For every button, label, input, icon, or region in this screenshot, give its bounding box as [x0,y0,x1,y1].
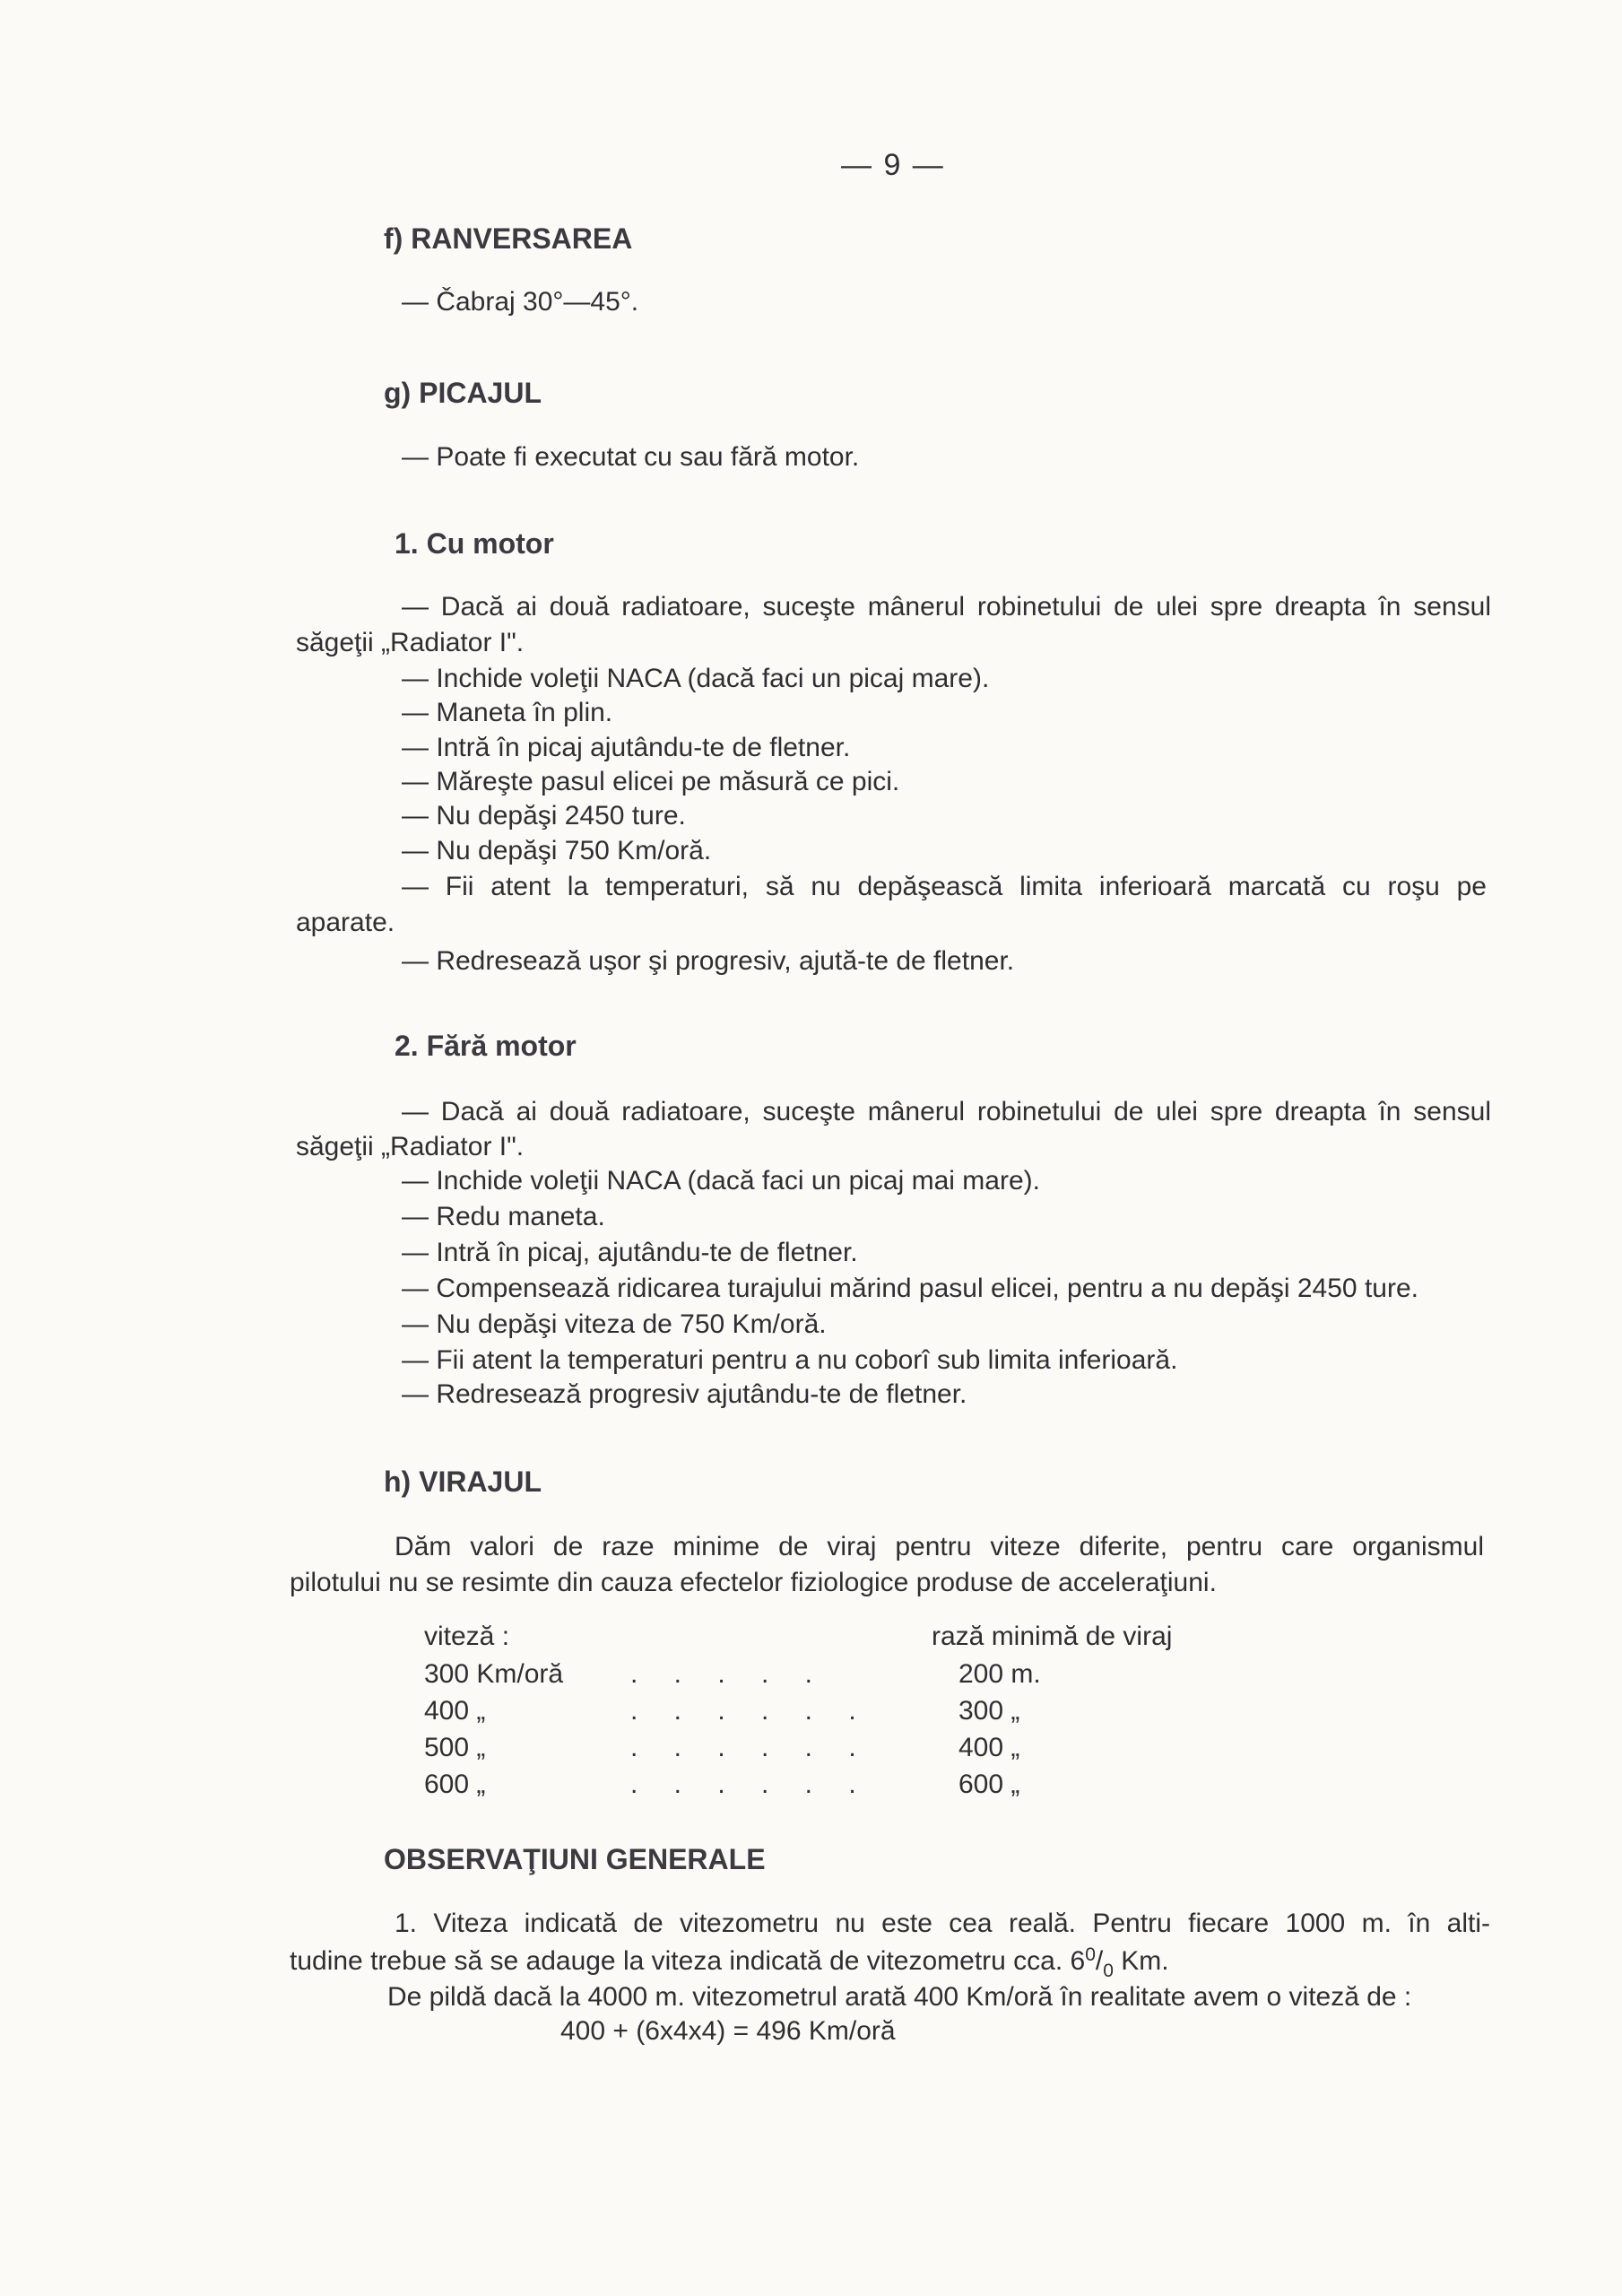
text-line: pilotului nu se resimte din cauza efectelor fiziologice produse de acceleraţiuni. [290,1568,1217,1597]
text-line: — Redu maneta. [402,1202,605,1231]
section-heading-observatiuni: OBSERVAŢIUNI GENERALE [384,1843,766,1875]
text-line: — Intră în picaj, ajutându-te de fletner. [402,1238,858,1267]
formula: 400 + (6x4x4) = 496 Km/oră [560,2016,896,2046]
text-line: De pildă dacă la 4000 m. vitezometrul arată 400 Km/oră în realitate avem o viteză de : [387,1982,1412,2012]
speed-cell: 400 „ [424,1696,486,1726]
text-line: — Redresează uşor şi progresiv, ajută-te de fletner. [402,946,1015,976]
text-line: — Fii atent la temperaturi pentru a nu coborî sub limita inferioară. [402,1345,1178,1375]
radius-cell: 600 „ [958,1770,1020,1799]
text-line: — Compensează ridicarea turajului mărind pasul elicei, pentru a nu depăşi 2450 ture. [402,1274,1418,1303]
text-line: — Poate fi executat cu sau fără motor. [402,442,860,472]
leader-dots: . . . . . . [630,1770,871,1799]
section-heading-ranversarea: f) RANVERSAREA [384,222,633,255]
table-header [424,1622,1204,1659]
text-line: — Nu depăşi 750 Km/oră. [402,836,712,865]
percent-sup: 0 [1085,1944,1096,1965]
text-line: aparate. [296,908,395,937]
leader-dots: . . . . . . [630,1696,871,1726]
turn-radius-table [424,1622,1204,1806]
speed-cell: 300 Km/oră [424,1659,564,1689]
table-row [424,1696,1204,1733]
section-heading-picajul: g) PICAJUL [384,377,542,409]
text-line: — Nu depăşi viteza de 750 Km/oră. [402,1309,827,1339]
text-line: săgeţii „Radiator I". [296,1132,525,1161]
leader-dots: . . . . . [630,1659,828,1689]
text-line: — Intră în picaj ajutându-te de fletner. [402,733,851,762]
leader-dots: . . . . . . [630,1733,871,1762]
table-row [424,1770,1204,1806]
text-line: — Inchide voleţii NACA (dacă faci un picaj mare). [402,664,990,693]
text-line: — Inchide voleţii NACA (dacă faci un picaj mai mare). [402,1166,1040,1196]
text: — Dacă ai două radiatoare, suceşte mânerul robinetului de ulei spre dreapta în sensul [402,1097,1491,1126]
speed-cell: 500 „ [424,1733,486,1762]
table-row [424,1659,1204,1696]
text-line-justified [402,1097,1491,1127]
text-line: — Nu depăşi 2450 ture. [402,801,686,831]
percent-sub: 0 [1103,1961,1114,1981]
text-line: — Maneta în plin. [402,698,613,727]
radius-cell: 200 m. [958,1659,1041,1689]
text: Dăm valori de raze minime de viraj pentru viteze diferite, pentru care organismul [395,1532,1484,1561]
text-line [290,1944,1169,1982]
table-row [424,1733,1204,1770]
text-line: săgeţii „Radiator I". [296,628,525,657]
column-header-radius: rază minimă de viraj [932,1622,1173,1651]
text-line: — Redresează progresiv ajutându-te de fletner. [402,1379,967,1409]
section-heading-virajul: h) VIRAJUL [384,1465,542,1498]
text-line: — Čabraj 30°—45°. [402,287,639,317]
text: Km. [1113,1946,1169,1976]
text: — Dacă ai două radiatoare, suceşte mânerul robinetului de ulei spre dreapta în sensul [402,592,1491,622]
text-line: — Măreşte pasul elicei pe măsură ce pici. [402,767,900,796]
radius-cell: 300 „ [958,1696,1020,1726]
text: — Fii atent la temperaturi, să nu depăşească limita inferioară marcată cu roşu pe [402,872,1487,901]
subsection-heading-cu-motor: 1. Cu motor [395,527,554,560]
percent-slash: / [1095,1946,1104,1976]
column-header-speed: viteză : [424,1622,510,1651]
text-line-justified [395,1909,1490,1939]
radius-cell: 400 „ [958,1733,1020,1762]
speed-cell: 600 „ [424,1770,486,1799]
page-number: — 9 — [841,148,945,182]
text-line-justified [402,872,1487,902]
text: 1. Viteza indicată de vitezometru nu este cea reală. Pentru fiecare 1000 m. în alti- [395,1909,1490,1938]
text: tudine trebue să se adauge la viteza indicată de vitezometru cca. 6 [290,1946,1086,1976]
subsection-heading-fara-motor: 2. Fără motor [395,1030,577,1062]
text-line-justified [402,592,1491,622]
text-line-justified [395,1532,1484,1562]
